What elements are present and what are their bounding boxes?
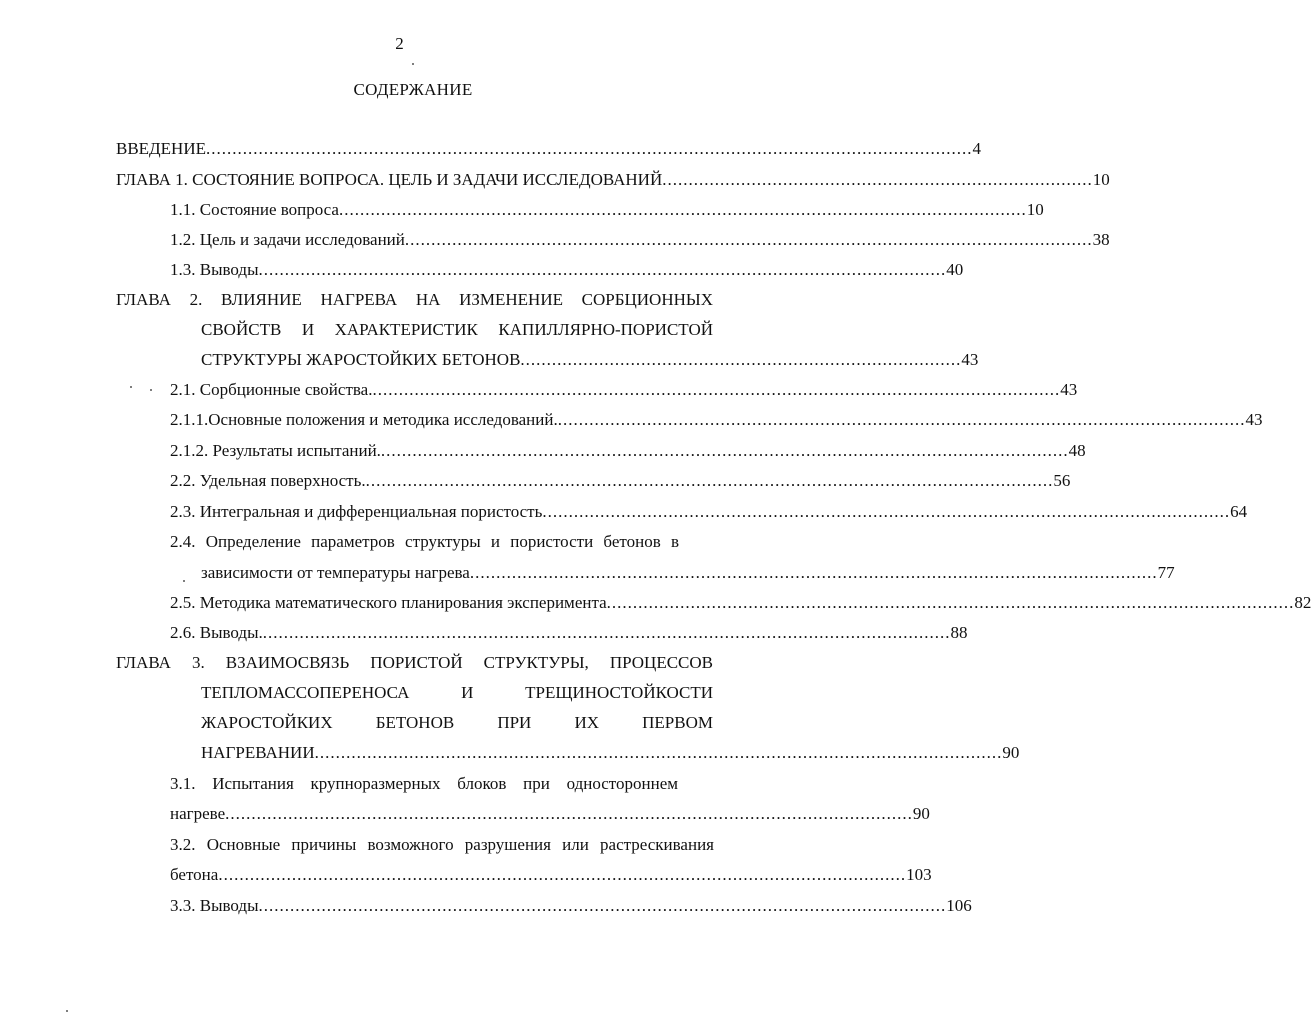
toc-entry-text: 1.3. Выводы <box>170 260 259 279</box>
toc-entry-page: 90 <box>1002 743 1020 762</box>
toc-entry-text: ГЛАВА 1. СОСТОЯНИЕ ВОПРОСА. ЦЕЛЬ И ЗАДАЧИ ИССЛЕДОВАНИЙ <box>116 170 663 189</box>
dot-leader: ................................................................................................................................... <box>372 380 1061 399</box>
toc-entry-page: 48 <box>1068 441 1086 460</box>
dot-leader: ................................................................................................................................... <box>258 260 947 279</box>
toc-entry-section-1-2[interactable] <box>170 229 1110 251</box>
scan-speck <box>183 580 185 582</box>
toc-entry-text: бетона <box>170 865 219 884</box>
toc-entry-page: 82 <box>1294 593 1311 612</box>
toc-entry-page: 90 <box>912 804 930 823</box>
dot-leader: ................................................................................................................................... <box>338 200 1027 219</box>
toc-entry-section-2-2[interactable] <box>170 470 1071 492</box>
dot-leader: ................................................................................................................................... <box>218 865 907 884</box>
scan-speck <box>150 389 152 391</box>
toc-entry-page: 43 <box>961 350 979 369</box>
dot-leader: ................................................................................................................................... <box>225 804 913 823</box>
toc-entry-section-2-4-line-1[interactable]: 2.4. Определение параметров структуры и пористости бетонов в <box>170 532 679 551</box>
toc-entry-text: 3.3. Выводы <box>170 896 259 915</box>
toc-entry-text: 2.1.1.Основные положения и методика исследований. <box>170 410 558 429</box>
toc-entry-page: 4 <box>972 139 981 158</box>
toc-entry-text: 1.2. Цель и задачи исследований <box>170 230 405 249</box>
toc-entry-section-3-3[interactable] <box>170 895 972 917</box>
toc-entry-page: 77 <box>1157 563 1175 582</box>
page-number: 2 <box>395 34 404 53</box>
toc-entry-text: 2.3. Интегральная и дифференциальная пористость <box>170 502 543 521</box>
toc-entry-chapter-3-line-1[interactable]: ГЛАВА 3. ВЗАИМОСВЯЗЬ ПОРИСТОЙ СТРУКТУРЫ, ПРОЦЕССОВ <box>116 653 713 672</box>
toc-entry-page: 64 <box>1230 502 1248 521</box>
toc-entry-section-2-3[interactable] <box>170 501 1248 523</box>
toc-entry-section-3-1-line-2[interactable] <box>170 803 930 825</box>
toc-entry-chapter-3-line-3[interactable]: ЖАРОСТОЙКИХ БЕТОНОВ ПРИ ИХ ПЕРВОМ <box>201 713 713 732</box>
toc-entry-text: 2.2. Удельная поверхность. <box>170 471 366 490</box>
toc-entry-page: 56 <box>1053 471 1071 490</box>
toc-entry-text: НАГРЕВАНИИ <box>201 743 315 762</box>
toc-entry-text: 2.1. Сорбционные свойства. <box>170 380 373 399</box>
toc-entry-introduction[interactable] <box>116 138 981 160</box>
toc-entry-section-1-1[interactable] <box>170 199 1044 221</box>
toc-entry-section-2-1[interactable] <box>170 379 1078 401</box>
toc-entry-section-3-2-line-1[interactable]: 3.2. Основные причины возможного разрушения или растрескивания <box>170 835 714 854</box>
dot-leader: ................................................................................................................................... <box>469 563 1158 582</box>
toc-entry-page: 40 <box>946 260 964 279</box>
toc-entry-text: зависимости от температуры нагрева <box>201 563 470 582</box>
toc-entry-page: 10 <box>1092 170 1110 189</box>
dot-leader: ................................................................................................................................... <box>606 593 1295 612</box>
dot-leader: ................................................................................................................................... <box>404 230 1093 249</box>
toc-entry-section-2-4-line-2[interactable] <box>201 562 1175 584</box>
dot-leader: .................................................................................................................................................. <box>205 139 973 158</box>
dot-leader: .................................................................................. <box>662 170 1093 189</box>
toc-entry-text: 2.6. Выводы. <box>170 623 263 642</box>
dot-leader: ................................................................................................................................... <box>380 441 1069 460</box>
scan-speck <box>130 386 132 388</box>
toc-entry-text: ВВЕДЕНИЕ <box>116 139 206 158</box>
toc-entry-page: 106 <box>946 896 972 915</box>
dot-leader: ................................................................................................................................... <box>542 502 1231 521</box>
toc-entry-chapter-1[interactable] <box>116 169 1110 191</box>
toc-entry-section-2-5[interactable] <box>170 592 1311 614</box>
toc-entry-section-1-3[interactable] <box>170 259 964 281</box>
toc-entry-section-2-6[interactable] <box>170 622 968 644</box>
toc-entry-section-3-1-line-1[interactable]: 3.1. Испытания крупноразмерных блоков при одностороннем <box>170 774 678 793</box>
toc-entry-chapter-2-line-1[interactable]: ГЛАВА 2. ВЛИЯНИЕ НАГРЕВА НА ИЗМЕНЕНИЕ СОРБЦИОННЫХ <box>116 290 713 309</box>
dot-leader: ................................................................................................................................... <box>262 623 951 642</box>
toc-entry-page: 103 <box>906 865 932 884</box>
dot-leader: ................................................................................................................................... <box>314 743 1003 762</box>
dot-leader: ................................................................................................................................... <box>365 471 1054 490</box>
toc-entry-page: 43 <box>1060 380 1078 399</box>
dot-leader: .................................................................................... <box>520 350 962 369</box>
toc-entry-text: нагреве <box>170 804 226 823</box>
toc-entry-text: 1.1. Состояние вопроса <box>170 200 339 219</box>
scan-speck <box>412 63 414 65</box>
toc-title: СОДЕРЖАНИЕ <box>353 80 473 99</box>
toc-entry-page: 88 <box>950 623 968 642</box>
toc-entry-page: 10 <box>1026 200 1044 219</box>
toc-entry-chapter-3-line-4[interactable] <box>201 742 1020 764</box>
dot-leader: ................................................................................................................................... <box>258 896 947 915</box>
toc-entry-text: СТРУКТУРЫ ЖАРОСТОЙКИХ БЕТОНОВ <box>201 350 521 369</box>
toc-entry-section-2-1-1[interactable] <box>170 409 1263 431</box>
toc-entry-page: 43 <box>1245 410 1263 429</box>
toc-entry-chapter-2-line-2[interactable]: СВОЙСТВ И ХАРАКТЕРИСТИК КАПИЛЛЯРНО-ПОРИСТОЙ <box>201 320 713 339</box>
toc-entry-chapter-2-line-3[interactable] <box>201 349 979 371</box>
toc-entry-page: 38 <box>1092 230 1110 249</box>
toc-entry-text: 2.5. Методика математического планирования эксперимента <box>170 593 607 612</box>
scan-speck <box>66 1010 68 1012</box>
dot-leader: ................................................................................................................................... <box>557 410 1246 429</box>
toc-entry-chapter-3-line-2[interactable]: ТЕПЛОМАССОПЕРЕНОСА И ТРЕЩИНОСТОЙКОСТИ <box>201 683 713 702</box>
toc-entry-section-3-2-line-2[interactable] <box>170 864 932 886</box>
toc-entry-text: 2.1.2. Результаты испытаний. <box>170 441 381 460</box>
toc-entry-section-2-1-2[interactable] <box>170 440 1086 462</box>
